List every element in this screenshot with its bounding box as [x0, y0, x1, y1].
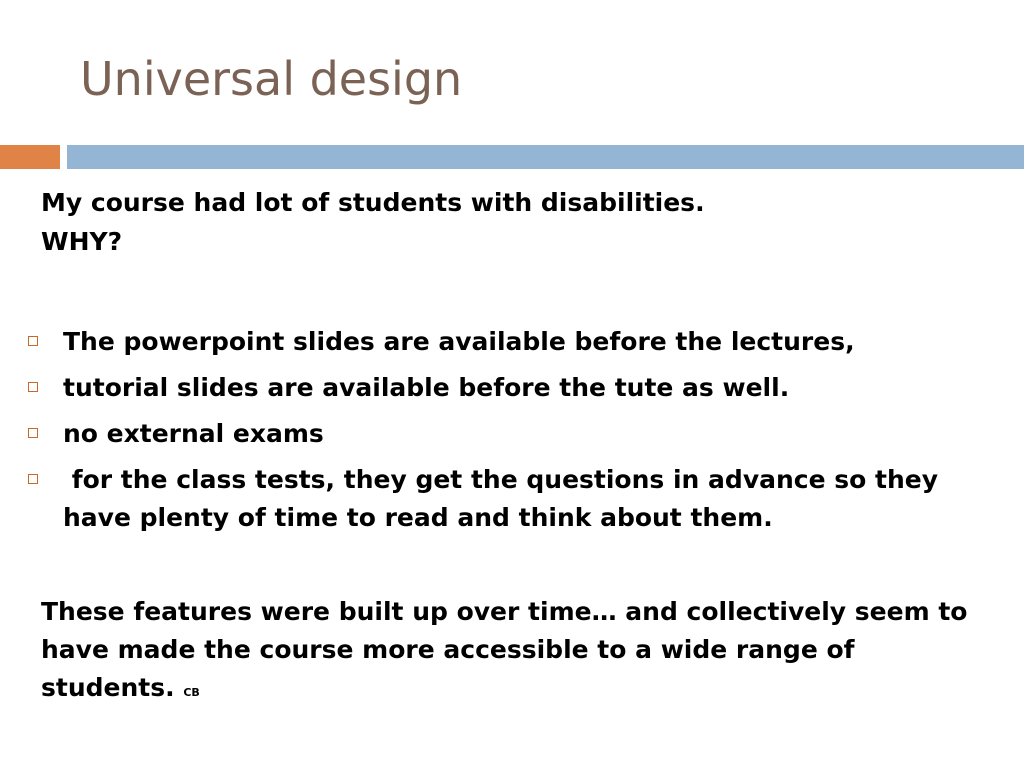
intro-question: WHY? — [41, 227, 123, 256]
accent-bar — [0, 145, 60, 169]
bullet-item — [28, 461, 968, 537]
square-bullet-icon — [28, 382, 38, 392]
bullet-item — [28, 369, 968, 407]
intro-line: My course had lot of students with disabilities. — [41, 188, 705, 217]
square-bullet-icon — [28, 336, 38, 346]
divider-bar — [67, 145, 1024, 169]
bullet-item — [28, 415, 968, 453]
square-bullet-icon — [28, 428, 38, 438]
bullet-item — [28, 323, 968, 361]
bullet-list — [28, 323, 968, 545]
square-bullet-icon — [28, 474, 38, 484]
summary-text: These features were built up over time… and collectively seem to have made the course more accessible to a wide range of students. — [41, 597, 977, 702]
slide-title: Universal design — [80, 52, 463, 106]
intro-block — [41, 183, 705, 261]
bullet-text: no external exams — [63, 419, 324, 448]
author-initials: CB — [183, 686, 200, 699]
bullet-text: The powerpoint slides are available before the lectures, — [63, 327, 855, 356]
summary-paragraph — [41, 593, 977, 712]
bullet-text: tutorial slides are available before the tute as well. — [63, 373, 790, 402]
bullet-text: for the class tests, they get the questions in advance so they have plenty of time to read and think about them. — [63, 465, 947, 532]
